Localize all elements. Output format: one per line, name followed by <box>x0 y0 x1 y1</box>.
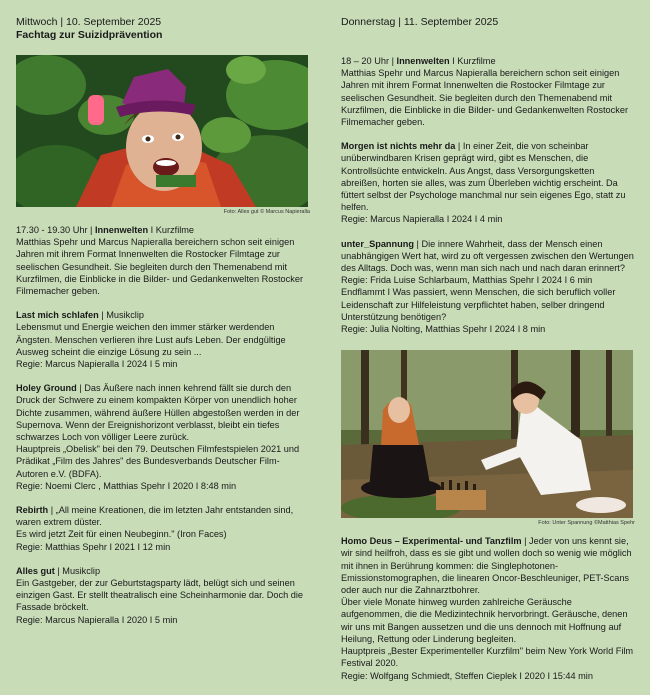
event-title: Homo Deus – Experimental- und Tanzfilm <box>341 536 522 547</box>
event-credit: Regie: Marcus Napieralla I 2024 I 4 min <box>341 214 503 225</box>
event-entry <box>16 382 310 492</box>
day-subtitle: Fachtag zur Suizidprävention <box>16 29 163 41</box>
event-entry <box>16 309 310 370</box>
event-description: Matthias Spehr und Marcus Napieralla bereichern schon seit einigen Jahren mit ihrem Format Innenwelten die Rostocker Filmtage zur seelischen Gesundheit. Sie begleiten durch den Themenabend mit Kurzfilmen, die Einblicke in die Bilder- und Gedankenwelten Rostocker Filmemacher geben. <box>341 68 629 128</box>
event-entry <box>341 238 635 336</box>
event-credit: Regie: Wolfgang Schmiedt, Steffen Cieplek I 2020 I 15:44 min <box>341 670 593 681</box>
event-tag: | Musikclip <box>98 310 144 321</box>
event-time: 17.30 - 19.30 Uhr | <box>16 225 95 235</box>
event-photo <box>16 55 308 207</box>
event-tag: | In einer Zeit, die von scheinbar unüberwindbaren Krisen geprägt wird, gibt es Menschen, die Kontrollsüchte entwickeln. Aus Angst, dass Versorgungsketten abreißen, horten sie alles, was zum Überleben wichtig erscheint. Da füttert selbst der Psychologe manchmal nur sein eigenes Ego, statt zu helfen. <box>341 141 626 213</box>
forest-chess-photo <box>341 350 633 518</box>
event-title: Alles gut <box>16 565 55 576</box>
event-credit: Regie: Noemi Clerc , Matthias Spehr I 2020 I 8:48 min <box>16 480 237 491</box>
event-tag: I Kurzfilme <box>449 56 496 66</box>
event-title: Holey Ground <box>16 383 77 394</box>
event-tag: I Kurzfilme <box>148 225 195 235</box>
event-entry <box>341 55 635 128</box>
left-column <box>16 0 310 626</box>
event-title: Rebirth <box>16 505 49 516</box>
event-title: Innenwelten <box>95 225 149 235</box>
event-entry <box>16 224 310 297</box>
event-description: Über viele Monate hinweg wurden zahlreiche Geräusche aufgenommen, die die Medizintechnik hervorbringt. Geräusche, denen wir uns mit Bangen aussetzen und die uns dennoch mit Hoffnung auf Heilung, Rettung oder Linderung begleiten. Hauptpreis „Bester Experimenteller Kurzfilm" beim New York World Film Festival 2020. <box>341 597 634 669</box>
event-credit: Regie: Julia Nolting, Matthias Spehr I 2024 I 8 min <box>341 324 546 335</box>
event-title: Morgen ist nichts mehr da <box>341 141 456 152</box>
photo-credit: Foto: Unter Spannung ©Matthias Spehr <box>538 520 635 527</box>
event-credit: Regie: Matthias Spehr I 2021 I 12 min <box>16 541 171 552</box>
ivy-portrait-photo <box>16 55 308 207</box>
event-photo <box>341 350 633 518</box>
day-heading: Donnerstag | 11. September 2025 <box>341 16 499 28</box>
event-entry <box>16 565 310 626</box>
event-title: Innenwelten <box>396 56 450 66</box>
event-title: unter_Spannung <box>341 238 414 249</box>
event-title: Last mich schlafen <box>16 310 99 321</box>
event-tag: | Die innere Wahrheit, dass der Mensch einen unabhängigen Wert hat, wird zu oft vergessen zwischen den Wertungen des Alltags. Doch was, wenn man sich nach und nach daran erinnert? <box>341 238 634 274</box>
event-entry <box>341 535 635 681</box>
event-description: Regie: Frida Luise Schlarbaum, Matthias Spehr I 2024 I 6 min Endflammt I Was passiert, wenn Menschen, die sich beruflich voller Leidenschaft zur Hilfeleistung verpflichtet haben, selber dringend Unterstützung benötigen? <box>341 275 616 322</box>
event-description: Ein Gastgeber, der zur Geburtstagsparty lädt, belügt sich und seinen einzigen Gast. Er stellt theatralisch eine Scheinharmonie dar. Doch die Fassade bröckelt. <box>16 578 304 613</box>
event-description: Hauptpreis „Obelisk" bei den 79. Deutschen Filmfestspielen 2021 und Prädikat „Film des Jahres" des Bundesverbands Deutscher Film-Autoren e.V. (BDFA). <box>16 444 300 479</box>
event-entry <box>16 504 310 553</box>
event-tag: | Jeder von uns kennt sie, wir sind heilfroh, dass es sie gibt und wollen doch so wenig wie möglich mit ihnen in Berührung kommen: die Singlephotonen-Emissionstomographen, die linearen Oncor-Beschleuniger, PET-Scans oder auch nur die Zahnarztbohrer. <box>341 536 632 596</box>
event-credit: Regie: Marcus Napieralla I 2024 I 5 min <box>16 359 178 370</box>
event-tag: | Musikclip <box>54 565 101 576</box>
event-description: Es wird jetzt Zeit für einen Neubeginn." (Iron Faces) <box>16 529 227 540</box>
event-description: Matthias Spehr und Marcus Napieralla bereichern schon seit einigen Jahren mit ihrem Format Innenwelten die Rostocker Filmtage zur seelischen Gesundheit. Sie begleiten durch den Themenabend mit Kurzfilmen, die Einblicke in die Bilder- und Gedankenwelten Rostocker Filmemacher geben. <box>16 237 304 297</box>
event-credit: Regie: Marcus Napieralla I 2020 I 5 min <box>16 614 178 625</box>
event-description: Lebensmut und Energie weichen den immer stärker werdenden Ängsten. Menschen verlieren ihre Lust aufs Leben. Der endgültige Ausweg scheint die einzige Lösung zu sein ... <box>16 322 286 357</box>
event-time: 18 – 20 Uhr | <box>341 56 397 66</box>
event-entry <box>341 140 635 225</box>
right-column <box>341 0 635 682</box>
day-heading: Mittwoch | 10. September 2025 <box>16 16 162 28</box>
photo-credit: Foto: Alles gut © Marcus Napieralla <box>223 209 310 215</box>
event-tag: | Das Äußere nach innen kehrend fällt sie durch den Druck der Schwere zu einem kompakten Körper von unendlich hoher Dichte zusammen, während äußere Hüllen abgestoßen werden in der Supernova. Wenn der Ereignishorizont verblasst, bleibt ein tiefes schwarzes Loch von völliger Leere zurück. <box>16 383 300 443</box>
event-tag: | „All meine Kreationen, die im letzten Jahr entstanden sind, waren extrem düster. <box>16 505 294 528</box>
